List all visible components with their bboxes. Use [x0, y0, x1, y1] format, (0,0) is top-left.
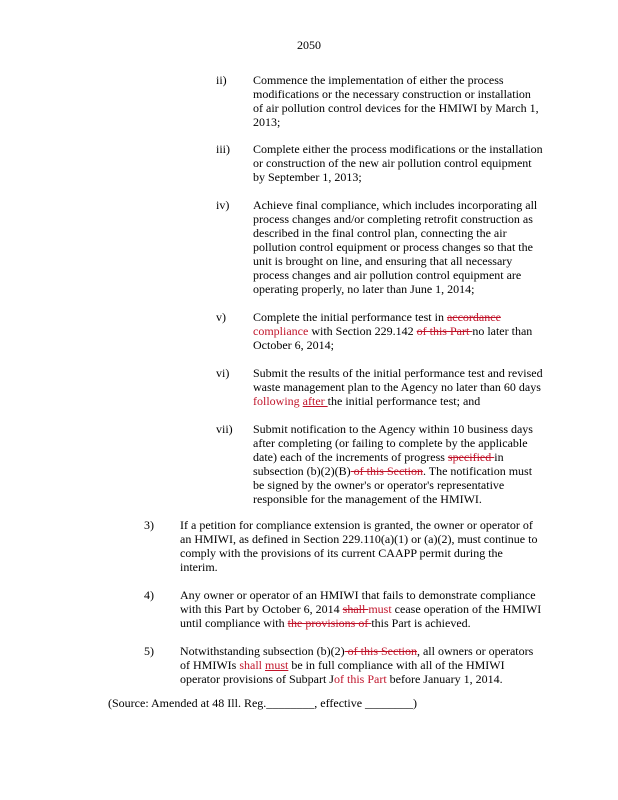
text-segment: in subsection (b)(2)(B)	[253, 450, 504, 478]
text-segment: with Section 229.142	[308, 324, 417, 338]
page-number: 2050	[297, 38, 321, 52]
deleted-text: shall	[342, 602, 369, 616]
text-segment: the initial performance test; and	[327, 394, 481, 408]
sub_items-item-text	[253, 366, 543, 408]
main_items-item-text	[180, 518, 542, 574]
sub_items-item-text	[253, 142, 543, 184]
inserted-text: following	[253, 394, 300, 408]
sub_items-item-text	[253, 422, 543, 506]
deleted-text: accordance	[446, 310, 501, 324]
sub_items-item-label: vi)	[216, 366, 230, 380]
inserted-text: after	[302, 394, 328, 408]
deleted-text: the provisions of	[287, 616, 372, 630]
sub_items-item-label: v)	[216, 310, 226, 324]
inserted-text: of this Part	[333, 672, 387, 686]
inserted-text: shall	[239, 658, 262, 672]
sub_items-item-label: ii)	[216, 73, 227, 87]
source-note: (Source: Amended at 48 Ill. Reg.________, effective ________)	[108, 696, 418, 710]
text-segment: If a petition for compliance extension is granted, the owner or operator of an HMIWI, as defined in Section 229.110(a)(1) or (a)(2), must continue to comply with the provisions of its current CAAPP permit during the interim.	[180, 518, 538, 574]
text-segment: Commence the implementation of either the process modifications or the necessary construction or installation of air pollution control devices for the HMIWI by March 1, 2013;	[253, 73, 539, 129]
text-segment: cease operation of the HMIWI until compliance with	[180, 602, 542, 630]
sub_items-item-text	[253, 310, 543, 352]
main_items-item-text	[180, 588, 542, 630]
sub_items-item-text	[253, 73, 543, 129]
text-segment: be in full compliance with all of the HMIWI operator provisions of Subpart J	[180, 658, 505, 686]
sub_items-item-label: iii)	[216, 142, 230, 156]
inserted-text: must	[368, 602, 392, 616]
text-segment: no later than October 6, 2014;	[253, 324, 533, 352]
main_items-item-text	[180, 644, 542, 686]
main_items-item-label: 3)	[144, 518, 154, 532]
sub_items-item-label: vii)	[216, 422, 233, 436]
text-segment: Notwithstanding subsection (b)(2)	[180, 644, 345, 658]
text-segment: Submit the results of the initial performance test and revised waste management plan to the Agency no later than 60 days	[253, 366, 543, 394]
inserted-text: compliance	[253, 324, 309, 338]
text-segment: , all owners or operators of HMIWIs	[180, 644, 534, 672]
text-segment: Achieve final compliance, which includes incorporating all process changes and/or completing retrofit construction as described in the final control plan, connecting the air pollution control equipment or process changes so that the unit is brought on line, and ensuring that all necessary process changes and air pollution control equipment are operating properly, no later than June 1, 2014;	[253, 198, 538, 296]
inserted-text: must	[265, 658, 289, 672]
text-segment: this Part is achieved.	[371, 616, 471, 630]
text-segment: before January 1, 2014.	[386, 672, 503, 686]
text-segment: Any owner or operator of an HMIWI that fails to demonstrate compliance with this Part by October 6, 2014	[180, 588, 536, 616]
deleted-text: of this Section	[344, 644, 417, 658]
deleted-text: of this Section	[350, 464, 423, 478]
main_items-item-label: 4)	[144, 588, 154, 602]
text-segment: Submit notification to the Agency within 10 business days after completing (or failing to complete by the applicable date) each of the increments of progress	[253, 422, 533, 464]
text-segment: . The notification must be signed by the owner's or operator's representative responsible for the management of the HMIWI.	[253, 464, 533, 506]
sub_items-item-text	[253, 198, 543, 296]
sub_items-item-label: iv)	[216, 198, 230, 212]
main_items-item-label: 5)	[144, 644, 154, 658]
deleted-text: specified	[447, 450, 495, 464]
deleted-text: of this Part	[416, 324, 473, 338]
text-segment: Complete the initial performance test in	[253, 310, 447, 324]
text-segment: Complete either the process modifications or the installation or construction of the new air pollution control equipment by September 1, 2013;	[253, 142, 543, 184]
